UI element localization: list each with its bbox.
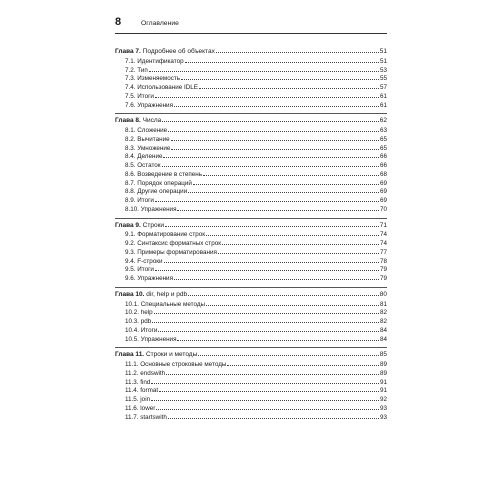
- chapter-number: Глава 8.: [115, 117, 141, 125]
- section-page: 92: [379, 396, 387, 403]
- section-title: 9.1. Форматирование строк: [125, 231, 205, 239]
- chapter-page: 71: [379, 221, 387, 229]
- toc-section-row[interactable]: [115, 231, 387, 240]
- section-title: 9.5. Итоги: [125, 266, 154, 274]
- section-title: 8.7. Порядок операций: [125, 179, 192, 187]
- dot-leader: [149, 71, 379, 72]
- running-title: Оглавление: [141, 20, 179, 27]
- chapter-title: Строки и методы: [145, 351, 198, 359]
- toc-section-row[interactable]: [115, 171, 387, 180]
- section-title: 10.5. Упражнения: [125, 335, 177, 343]
- section-page: 82: [379, 318, 387, 325]
- section-title: 10.3. pdb: [125, 318, 152, 325]
- dot-leader: [151, 383, 379, 384]
- toc-section-row[interactable]: [115, 102, 387, 111]
- toc-chapter: [115, 287, 387, 345]
- section-title: 8.10. Упражнения: [125, 205, 177, 213]
- dot-leader: [155, 97, 379, 98]
- chapter-number: Глава 9.: [115, 221, 141, 229]
- chapter-title: Строки: [142, 221, 165, 229]
- toc-section-row[interactable]: [115, 180, 387, 189]
- dot-leader: [198, 355, 379, 356]
- section-title: 9.3. Примеры форматирования: [125, 248, 217, 256]
- section-page: 68: [379, 170, 387, 178]
- section-page: 57: [379, 84, 387, 91]
- chapter-page: 51: [379, 48, 387, 55]
- section-page: 77: [379, 248, 387, 256]
- book-page: [115, 16, 387, 425]
- dot-leader: [159, 391, 379, 392]
- toc-section-row[interactable]: [115, 75, 387, 84]
- chapter-page: 62: [379, 117, 387, 125]
- dot-leader: [188, 295, 379, 296]
- section-title: 7.3. Изменяемость: [125, 75, 181, 83]
- section-title: 11.7. startswith: [125, 413, 167, 421]
- section-page: 91: [379, 378, 387, 386]
- dot-leader: [199, 88, 379, 89]
- section-page: 69: [379, 188, 387, 196]
- toc-section-row[interactable]: [115, 275, 387, 284]
- toc-chapter: [115, 113, 387, 214]
- dot-leader: [162, 121, 378, 122]
- toc-chapter-row[interactable]: [115, 117, 387, 126]
- dot-leader: [152, 322, 379, 323]
- dot-leader: [177, 210, 379, 211]
- toc-chapter: [115, 218, 387, 284]
- section-page: 69: [379, 197, 387, 204]
- toc-section-row[interactable]: [115, 387, 387, 396]
- section-page: 74: [379, 231, 387, 239]
- chapter-number: Глава 10.: [115, 290, 145, 298]
- toc-section-row[interactable]: [115, 188, 387, 197]
- dot-leader: [177, 340, 379, 341]
- toc-section-row[interactable]: [115, 396, 387, 405]
- section-page: 55: [379, 75, 387, 83]
- dot-leader: [155, 270, 379, 271]
- section-title: 11.2. endswith: [125, 369, 166, 377]
- chapter-title: dir, help и pdb: [146, 290, 188, 298]
- dot-leader: [155, 201, 379, 202]
- dot-leader: [174, 106, 379, 107]
- dot-leader: [171, 140, 379, 141]
- toc-chapter-row[interactable]: [115, 351, 387, 360]
- section-page: 65: [379, 144, 387, 152]
- dot-leader: [151, 400, 379, 401]
- toc-section-row[interactable]: [115, 370, 387, 379]
- section-page: 84: [379, 326, 387, 334]
- running-head: [115, 16, 387, 34]
- section-page: 61: [379, 92, 387, 100]
- toc-chapter: [115, 48, 387, 110]
- section-title: 8.4. Деление: [125, 153, 163, 161]
- dot-leader: [181, 79, 379, 80]
- toc-section-row[interactable]: [115, 58, 387, 67]
- dot-leader: [206, 305, 379, 306]
- toc-section-row[interactable]: [115, 136, 387, 145]
- section-title: 9.6. Упражнения: [125, 275, 173, 282]
- section-page: 69: [379, 179, 387, 187]
- dot-leader: [156, 409, 379, 410]
- section-page: 89: [379, 369, 387, 377]
- dot-leader: [174, 279, 379, 280]
- toc-section-row[interactable]: [115, 84, 387, 93]
- section-page: 84: [379, 335, 387, 343]
- toc-section-row[interactable]: [115, 197, 387, 206]
- toc-chapter-row[interactable]: [115, 291, 387, 300]
- toc-section-row[interactable]: [115, 301, 387, 310]
- chapter-title: Подробнее об объектах: [142, 48, 215, 55]
- toc-section-row[interactable]: [115, 67, 387, 76]
- toc-section-row[interactable]: [115, 266, 387, 275]
- section-page: 66: [379, 162, 387, 169]
- section-page: 79: [379, 275, 387, 282]
- page-number: 8: [115, 16, 122, 28]
- section-title: 9.2. Синтаксис форматных строк: [125, 240, 221, 247]
- section-title: 7.2. Тип: [125, 66, 148, 74]
- chapter-number: Глава 7.: [115, 48, 141, 55]
- section-page: 91: [379, 387, 387, 395]
- dot-leader: [203, 175, 379, 176]
- chapter-heading: [115, 222, 164, 231]
- section-title: 8.8. Другие операции: [125, 188, 188, 196]
- chapter-page: 85: [379, 351, 387, 359]
- toc-section-row[interactable]: [115, 327, 387, 336]
- chapter-heading: [115, 117, 161, 126]
- section-page: 93: [379, 413, 387, 421]
- section-title: 7.6. Упражнения: [125, 101, 173, 109]
- section-title: 8.2. Вычитание: [125, 135, 170, 143]
- section-title: 8.5. Остаток: [125, 162, 161, 169]
- toc-chapter-row[interactable]: [115, 48, 387, 57]
- section-title: 7.5. Итоги: [125, 92, 154, 100]
- toc-section-row[interactable]: [115, 361, 387, 370]
- section-page: 65: [379, 135, 387, 143]
- dot-leader: [216, 52, 379, 53]
- section-page: 61: [379, 101, 387, 109]
- section-page: 78: [379, 257, 387, 265]
- dot-leader: [193, 184, 379, 185]
- chapter-heading: [115, 291, 187, 300]
- dot-leader: [162, 166, 379, 167]
- section-title: 11.5. join: [125, 396, 151, 403]
- section-page: 70: [379, 205, 387, 213]
- section-page: 82: [379, 309, 387, 317]
- toc-section-row[interactable]: [115, 249, 387, 258]
- toc-section-row[interactable]: [115, 240, 387, 249]
- section-page: 93: [379, 404, 387, 412]
- table-of-contents: [115, 48, 387, 422]
- dot-leader: [185, 62, 379, 63]
- section-page: 89: [379, 361, 387, 368]
- dot-leader: [218, 253, 379, 254]
- toc-section-row[interactable]: [115, 93, 387, 102]
- toc-section-row[interactable]: [115, 127, 387, 136]
- section-page: 74: [379, 240, 387, 247]
- section-title: 10.4. Итоги: [125, 326, 158, 334]
- toc-section-row[interactable]: [115, 162, 387, 171]
- toc-section-row[interactable]: [115, 336, 387, 345]
- toc-section-row[interactable]: [115, 379, 387, 388]
- section-title: 8.1. Сложение: [125, 127, 168, 134]
- section-page: 51: [379, 57, 387, 65]
- section-page: 53: [379, 66, 387, 74]
- dot-leader: [158, 331, 379, 332]
- section-title: 8.3. Умножение: [125, 144, 171, 152]
- section-title: 10.1. Специальные методы: [125, 300, 206, 308]
- section-page: 79: [379, 266, 387, 274]
- dot-leader: [168, 131, 379, 132]
- section-title: 11.1. Основные строковые методы: [125, 361, 227, 368]
- section-page: 63: [379, 127, 387, 134]
- dot-leader: [165, 226, 379, 227]
- section-title: 11.3. find: [125, 378, 151, 386]
- section-title: 7.1. Идентификатор: [125, 57, 184, 65]
- chapter-title: Числа: [142, 117, 162, 125]
- section-title: 7.4. Использование IDLE: [125, 84, 198, 91]
- dot-leader: [164, 262, 379, 263]
- chapter-number: Глава 11.: [115, 351, 145, 359]
- toc-chapter-row[interactable]: [115, 222, 387, 231]
- dot-leader: [163, 157, 379, 158]
- section-page: 81: [379, 300, 387, 308]
- dot-leader: [227, 365, 379, 366]
- dot-leader: [222, 244, 379, 245]
- toc-section-row[interactable]: [115, 153, 387, 162]
- dot-leader: [188, 192, 379, 193]
- dot-leader: [168, 418, 379, 419]
- section-title: 9.4. F-строки: [125, 257, 163, 265]
- section-title: 10.2. help: [125, 309, 153, 317]
- toc-section-row[interactable]: [115, 145, 387, 154]
- toc-section-row[interactable]: [115, 318, 387, 327]
- dot-leader: [206, 235, 379, 236]
- chapter-heading: [115, 351, 197, 360]
- dot-leader: [171, 149, 379, 150]
- section-title: 11.6. lower: [125, 404, 156, 412]
- toc-chapter: [115, 347, 387, 422]
- dot-leader: [154, 313, 379, 314]
- dot-leader: [166, 374, 379, 375]
- toc-section-row[interactable]: [115, 309, 387, 318]
- section-title: 8.6. Возведение в степень: [125, 170, 203, 178]
- section-page: 66: [379, 153, 387, 161]
- toc-section-row[interactable]: [115, 405, 387, 414]
- toc-section-row[interactable]: [115, 206, 387, 215]
- section-title: 8.9. Итоги: [125, 197, 154, 204]
- chapter-heading: [115, 48, 215, 57]
- chapter-page: 80: [379, 290, 387, 298]
- section-title: 11.4. format: [125, 387, 159, 395]
- toc-section-row[interactable]: [115, 258, 387, 267]
- toc-section-row[interactable]: [115, 414, 387, 423]
